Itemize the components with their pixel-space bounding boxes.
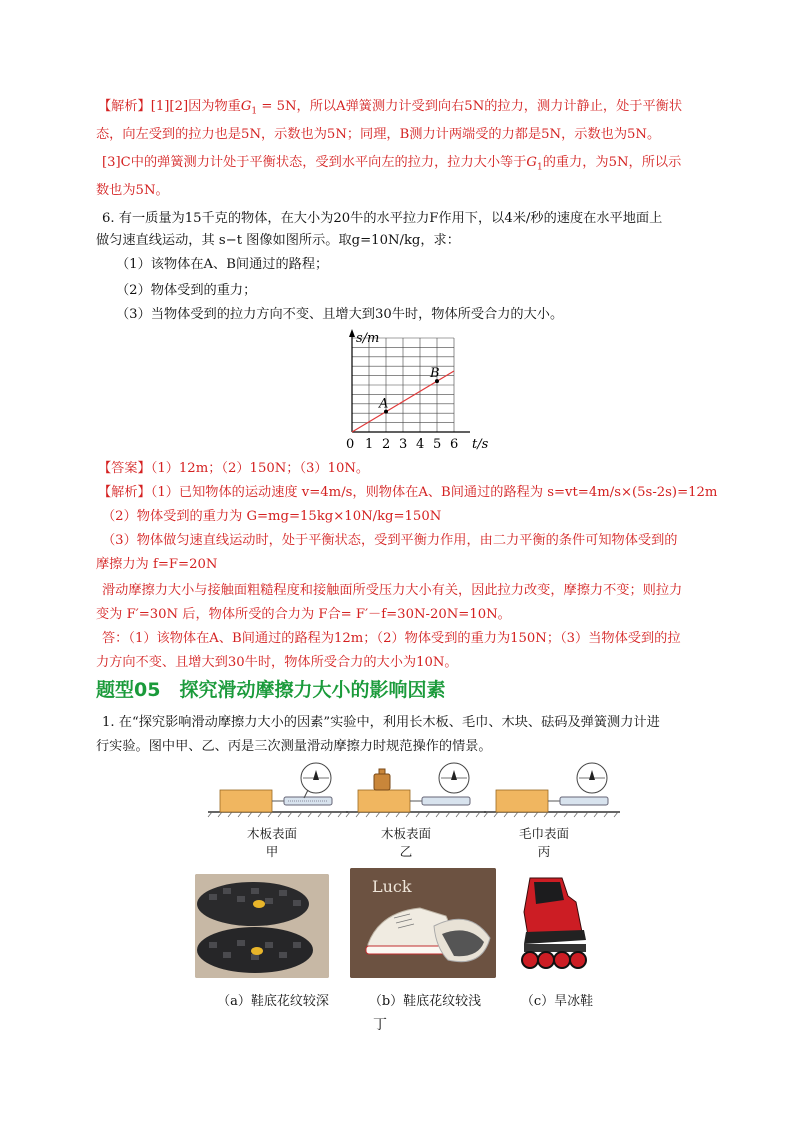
q1-line-1: 1. 在“探究影响滑动摩擦力大小的因素”实验中，利用长木板、毛巾、木块、砝码及弹簧测力计进 [102,715,660,730]
graph-grid [352,338,454,432]
analysis-tag: 【解析】 [98,99,151,114]
weight-icon [374,774,390,790]
bing-label: 丙 [537,844,551,859]
setup-yi [346,763,486,817]
q1-line-2: 行实验。图中甲、乙、丙是三次测量滑动摩擦力时规范操作的情景。 [96,739,492,754]
x-tick-label: 6 [450,437,459,452]
st-graph [336,326,496,452]
sneaker-text: Luck [372,877,412,896]
setup-bing [484,763,620,817]
point-label-B: B [430,366,440,382]
analysis2-tag: 【解析】 [98,485,151,500]
x-tick-label: 3 [399,437,408,452]
point-label-A: A [379,396,389,412]
x-tick-label: 1 [365,437,374,452]
x-tick-label: 0 [346,437,355,452]
q6-line-2: 做匀速直线运动，其 s−t 图像如图所示。取g=10N/kg，求： [96,233,460,248]
x-axis-label: t/s [472,437,489,452]
analysis2-line-7: 答：（1）该物体在A、B间通过的路程为12m；（2）物体受到的重力为150N；（3）当物体受到的拉 [102,631,681,646]
bing-surface-label: 毛巾表面 [518,826,569,841]
answer-line: 【答案】（1）12m；（2）150N；（3）10N。 [98,461,370,476]
yi-label: 乙 [399,844,413,859]
shoe-c-caption: （c）旱冰鞋 [520,994,594,1009]
x-tick-label: 5 [433,437,442,452]
q6-line-1: 6. 有一质量为15千克的物体，在大小为20牛的水平拉力F作用下，以4米/秒的速度在水平地面上 [102,211,663,226]
shoe-shallow-tread-photo [350,868,496,978]
analysis-line-2: 态，向左受到的拉力也是5N，示数也为5N；同理，B测力计两端受的力都是5N，示数也为5N。 [96,127,661,142]
analysis2-line-8: 力方向不变、且增大到30牛时，物体所受合力的大小为10N。 [96,655,458,670]
x-tick-label: 2 [382,437,391,452]
analysis2-line-2: （2）物体受到的重力为 G=mg=15kg×10N/kg=150N [102,509,442,524]
wood-block-icon [220,790,272,812]
setup-jia [208,763,348,817]
q6-sub-3: （3）当物体受到的拉力方向不变、且增大到30牛时，物体所受合力的大小。 [116,307,564,322]
shoe-a-caption: （a）鞋底花纹较深 [217,994,329,1009]
shoe-deep-tread-photo [195,874,329,978]
analysis2-line-3: （3）物体做匀速直线运动时，处于平衡状态，受到平衡力作用，由二力平衡的条件可知物体受到的 [102,533,678,548]
analysis2-line-1: 【解析】（1）已知物体的运动速度 v=4m/s，则物体在A、B间通过的路程为 s=vt=4m/s×(5s-2s)=12m [98,485,718,500]
ding-label: 丁 [373,1017,387,1033]
x-tick-label: 4 [416,437,425,452]
answer-tag: 【答案】 [98,461,151,476]
analysis2-line-6: 变为 F′=30N 后，物体所受的合力为 F合= F′－f=30N-20N=10N。 [96,607,511,622]
jia-surface-label: 木板表面 [246,826,297,841]
analysis2-line-5: 滑动摩擦力大小与接触面粗糙程度和接触面所受压力大小有关，因此拉力改变，摩擦力不变；则拉力 [102,583,683,598]
analysis-line-4: 数也为5N。 [96,183,169,198]
yi-surface-label: 木板表面 [380,826,431,841]
y-axis-label: s/m [356,331,380,346]
analysis-line-1: 【解析】[1][2]因为物重$G_1 = 5N$，所以A弹簧测力计受到向右5N的拉力，测力计静止，处于平衡状 [98,99,683,117]
shoe-b-caption: （b）鞋底花纹较浅 [368,994,482,1009]
analysis2-line-4: 摩擦力为 f=F=20N [96,557,218,572]
jia-label: 甲 [265,844,279,859]
y-axis-arrow [349,329,355,337]
section-title: 题型05 探究滑动摩擦力大小的影响因素 [96,679,446,701]
analysis-line-3: [3]C中的弹簧测力计处于平衡状态，受到水平向左的拉力，拉力大小等于$G_1$的重力，为5N，所以示 [102,155,682,173]
q6-sub-2: （2）物体受到的重力； [116,283,257,298]
q6-sub-1: （1）该物体在A、B间通过的路程； [116,257,329,272]
roller-skate-photo [512,872,592,976]
